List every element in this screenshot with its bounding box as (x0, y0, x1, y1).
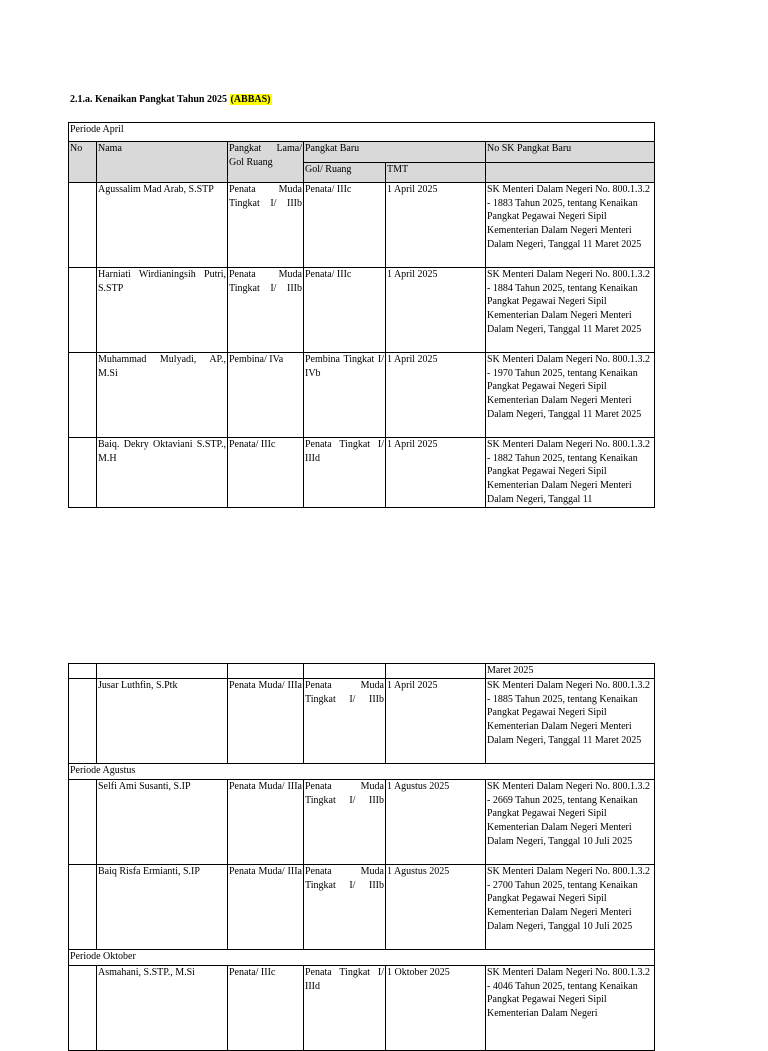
cell-pangkat-lama: Penata/ IIIc (228, 966, 304, 1051)
cell-tmt: 1 April 2025 (386, 268, 486, 353)
cell-tmt: 1 April 2025 (386, 353, 486, 438)
header-sk-empty (486, 162, 655, 183)
cell-pangkat-baru: Penata Muda Tingkat I/ IIIb (304, 679, 386, 764)
cell-no-sk: SK Menteri Dalam Negeri No. 800.1.3.2 - 4046 Tahun 2025, tentang Kenaikan Pangkat Pegawai Negeri Sipil Kementerian Dalam Negeri (486, 966, 655, 1051)
cell-pangkat-lama: Pembina/ IVa (228, 353, 304, 438)
period-row (69, 950, 655, 966)
cell-tmt: 1 April 2025 (386, 438, 486, 508)
table-row (69, 183, 655, 268)
header-gol-ruang: Gol/ Ruang (304, 162, 386, 183)
cell-pangkat-lama: Penata Muda Tingkat I/ IIIb (228, 268, 304, 353)
cell-nama (97, 664, 228, 679)
promotion-table-page1 (68, 122, 655, 508)
table-row (69, 966, 655, 1051)
cell-no-sk: SK Menteri Dalam Negeri No. 800.1.3.2 - 2700 Tahun 2025, tentang Kenaikan Pangkat Pegawai Negeri Sipil Kementerian Dalam Negeri Menteri Dalam Negeri, Tanggal 10 Juli 2025 (486, 865, 655, 950)
cell-no-sk: SK Menteri Dalam Negeri No. 800.1.3.2 - 1884 Tahun 2025, tentang Kenaikan Pangkat Pegawai Negeri Sipil Kementerian Dalam Negeri Menteri Dalam Negeri, Tanggal 11 Maret 2025 (486, 268, 655, 353)
cell-pangkat-baru (304, 664, 386, 679)
table-row (69, 679, 655, 764)
cell-pangkat-baru: Penata Muda Tingkat I/ IIIb (304, 865, 386, 950)
cell-pangkat-lama: Penata/ IIIc (228, 438, 304, 508)
table-row (69, 780, 655, 865)
cell-tmt: 1 April 2025 (386, 183, 486, 268)
cell-no (69, 438, 97, 508)
table-row (69, 865, 655, 950)
table-row (69, 268, 655, 353)
cell-pangkat-baru: Pembina Tingkat I/ IVb (304, 353, 386, 438)
header-pangkat-lama: Pangkat Lama/ Gol Ruang (228, 142, 304, 183)
cell-no (69, 679, 97, 764)
cell-no-sk: SK Menteri Dalam Negeri No. 800.1.3.2 - 1882 Tahun 2025, tentang Kenaikan Pangkat Pegawai Negeri Sipil Kementerian Dalam Negeri Menteri Dalam Negeri, Tanggal 11 (486, 438, 655, 508)
cell-nama: Agussalim Mad Arab, S.STP (97, 183, 228, 268)
cell-no (69, 966, 97, 1051)
cell-tmt: 1 April 2025 (386, 679, 486, 764)
cell-nama: Baiq Risfa Ermianti, S.IP (97, 865, 228, 950)
cell-no (69, 268, 97, 353)
cell-pangkat-lama: Penata Muda Tingkat I/ IIIb (228, 183, 304, 268)
cell-tmt: 1 Agustus 2025 (386, 780, 486, 865)
header-nama: Nama (97, 142, 228, 183)
cell-nama: Muhammad Mulyadi, AP., M.Si (97, 353, 228, 438)
header-no-sk: No SK Pangkat Baru (486, 142, 655, 163)
header-row (69, 142, 655, 163)
cell-pangkat-baru: Penata Muda Tingkat I/ IIIb (304, 780, 386, 865)
cell-no (69, 865, 97, 950)
period-label: Periode Agustus (69, 764, 655, 780)
cell-pangkat-lama: Penata Muda/ IIIa (228, 679, 304, 764)
cell-nama: Harniati Wirdianingsih Putri, S.STP (97, 268, 228, 353)
cell-nama: Asmahani, S.STP., M.Si (97, 966, 228, 1051)
cell-pangkat-lama: Penata Muda/ IIIa (228, 780, 304, 865)
cell-no (69, 353, 97, 438)
cell-no (69, 780, 97, 865)
cell-nama: Selfi Ami Susanti, S.IP (97, 780, 228, 865)
cell-no-sk: SK Menteri Dalam Negeri No. 800.1.3.2 - 2669 Tahun 2025, tentang Kenaikan Pangkat Pegawai Negeri Sipil Kementerian Dalam Negeri Menteri Dalam Negeri, Tanggal 10 Juli 2025 (486, 780, 655, 865)
table-row (69, 664, 655, 679)
cell-no (69, 664, 97, 679)
cell-no-sk: SK Menteri Dalam Negeri No. 800.1.3.2 - 1885 Tahun 2025, tentang Kenaikan Pangkat Pegawai Negeri Sipil Kementerian Dalam Negeri Menteri Dalam Negeri, Tanggal 11 Maret 2025 (486, 679, 655, 764)
cell-pangkat-baru: Penata/ IIIc (304, 183, 386, 268)
section-heading (70, 93, 272, 107)
period-label: Periode Oktober (69, 950, 655, 966)
cell-no-sk: SK Menteri Dalam Negeri No. 800.1.3.2 - 1970 Tahun 2025, tentang Kenaikan Pangkat Pegawai Negeri Sipil Kementerian Dalam Negeri Menteri Dalam Negeri, Tanggal 11 Maret 2025 (486, 353, 655, 438)
table-row (69, 438, 655, 508)
cell-pangkat-baru: Penata Tingkat I/ IIId (304, 438, 386, 508)
promotion-table-page2 (68, 663, 655, 1051)
period-row (69, 123, 655, 142)
period-row (69, 764, 655, 780)
cell-tmt (386, 664, 486, 679)
cell-tmt: 1 Agustus 2025 (386, 865, 486, 950)
heading-text: 2.1.a. Kenaikan Pangkat Tahun 2025 (70, 94, 227, 105)
header-no: No (69, 142, 97, 183)
cell-no-sk: Maret 2025 (486, 664, 655, 679)
cell-pangkat-baru: Penata/ IIIc (304, 268, 386, 353)
cell-no-sk: SK Menteri Dalam Negeri No. 800.1.3.2 - 1883 Tahun 2025, tentang Kenaikan Pangkat Pegawai Negeri Sipil Kementerian Dalam Negeri Menteri Dalam Negeri, Tanggal 11 Maret 2025 (486, 183, 655, 268)
heading-highlight: (ABBAS) (230, 94, 271, 105)
cell-pangkat-lama: Penata Muda/ IIIa (228, 865, 304, 950)
cell-pangkat-baru: Penata Tingkat I/ IIId (304, 966, 386, 1051)
cell-pangkat-lama (228, 664, 304, 679)
header-tmt: TMT (386, 162, 486, 183)
cell-no (69, 183, 97, 268)
table-row (69, 353, 655, 438)
period-label: Periode April (69, 123, 655, 142)
header-pangkat-baru: Pangkat Baru (304, 142, 486, 163)
cell-tmt: 1 Oktober 2025 (386, 966, 486, 1051)
cell-nama: Baiq. Dekry Oktaviani S.STP., M.H (97, 438, 228, 508)
cell-nama: Jusar Luthfin, S.Ptk (97, 679, 228, 764)
